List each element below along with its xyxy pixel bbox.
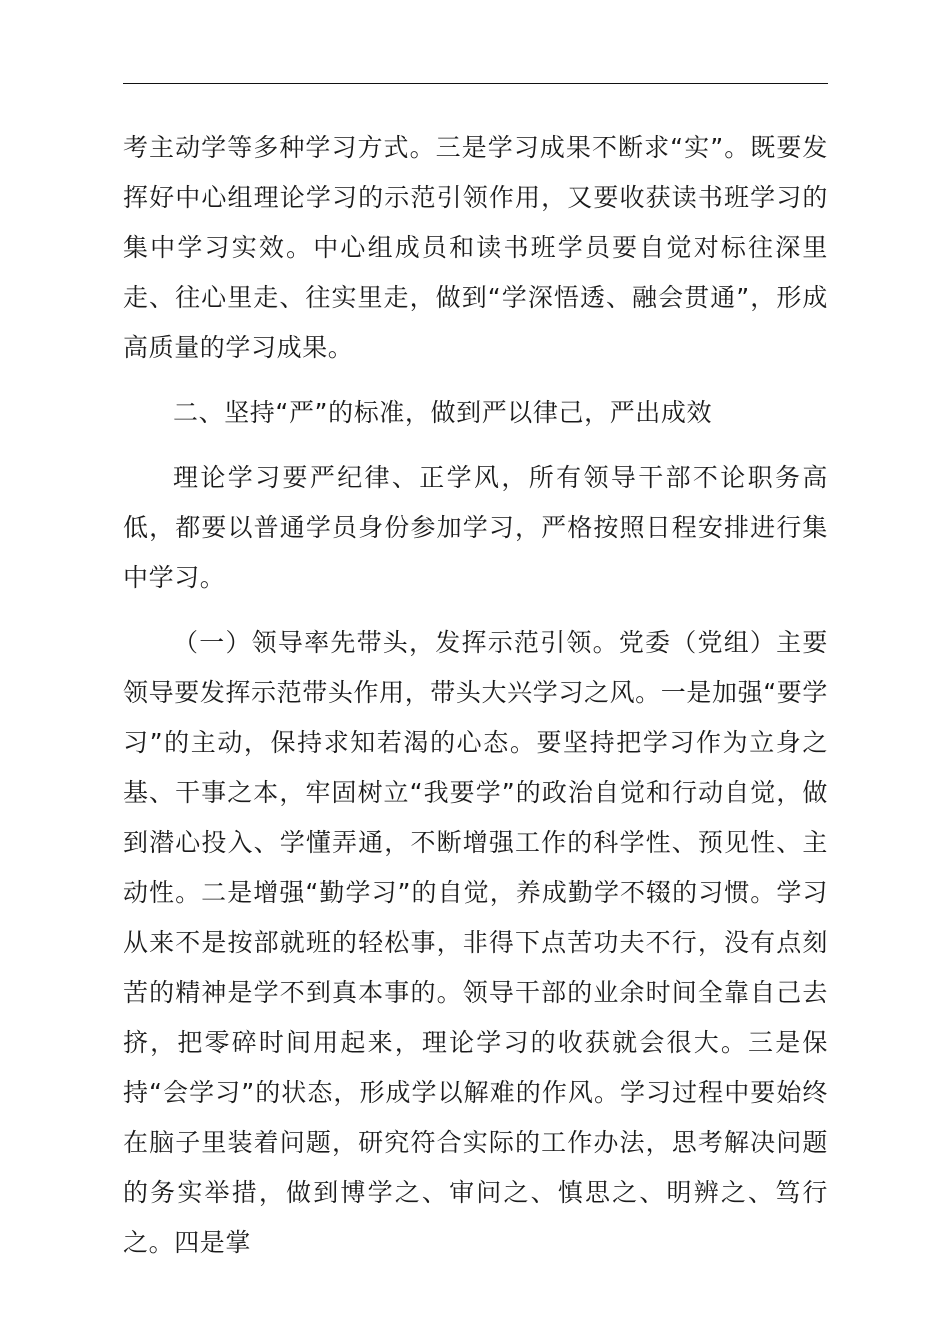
- header-rule: [123, 83, 828, 84]
- paragraph-leadership: （一）领导率先带头，发挥示范引领。党委（党组）主要领导要发挥示范带头作用，带头大兴学习之风。一是加强“要学习”的主动，保持求知若渴的心态。要坚持把学习作为立身之基、干事之本，牢固树立“我要学”的政治自觉和行动自觉，做到潜心投入、学懂弄通，不断增强工作的科学性、预见性、主动性。二是增强“勤学习”的自觉，养成勤学不辍的习惯。学习从来不是按部就班的轻松事，非得下点苦功夫不行，没有点刻苦的精神是学不到真本事的。领导干部的业余时间全靠自己去挤，把零碎时间用起来，理论学习的收获就会很大。三是保持“会学习”的状态，形成学以解难的作风。学习过程中要始终在脑子里装着问题，研究符合实际的工作办法，思考解决问题的务实举措，做到博学之、审问之、慎思之、明辨之、笃行之。四是掌: [123, 628, 828, 1257]
- document-body: [123, 123, 828, 1268]
- paragraph-continued: 考主动学等多种学习方式。三是学习成果不断求“实”。既要发挥好中心组理论学习的示范引领作用，又要收获读书班学习的集中学习实效。中心组成员和读书班学员要自觉对标往深里走、往心里走、往实里走，做到“学深悟透、融会贯通”，形成高质量的学习成果。: [123, 133, 828, 362]
- section-heading: 二、坚持“严”的标准，做到严以律己，严出成效: [173, 398, 713, 427]
- paragraph-discipline: 理论学习要严纪律、正学风，所有领导干部不论职务高低，都要以普通学员身份参加学习，严格按照日程安排进行集中学习。: [123, 463, 828, 592]
